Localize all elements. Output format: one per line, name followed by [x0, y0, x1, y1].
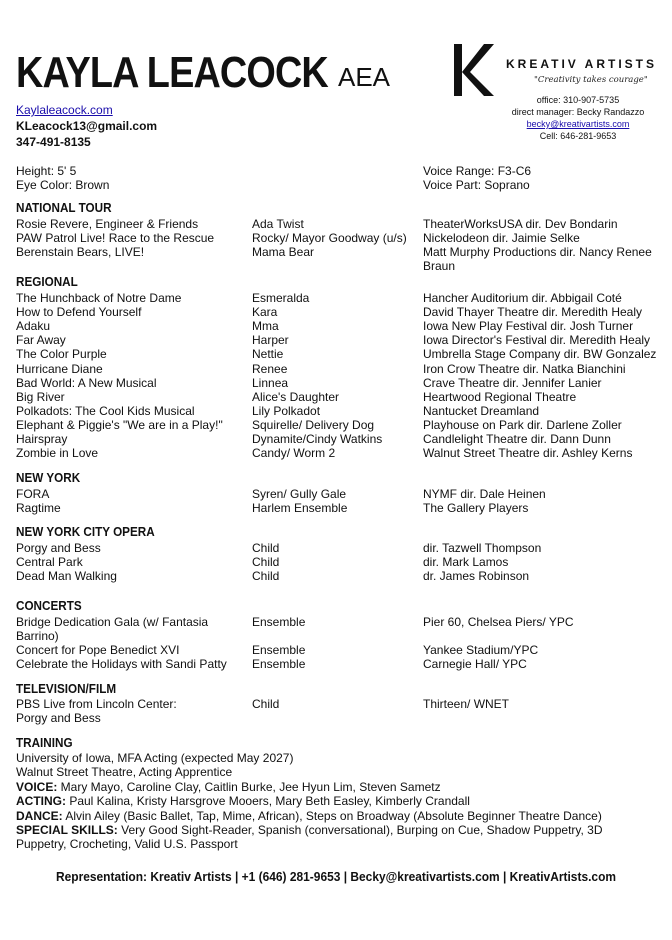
- agency-office: office: 310-907-5735: [536, 95, 620, 105]
- training-dance: DANCE: Alvin Ailey (Basic Ballet, Tap, Mime, African), Steps on Broadway (Absolute Beginner Theatre Dance): [16, 808, 602, 823]
- training-acting: ACTING: Paul Kalina, Kristy Harsgrove Mooers, Mary Beth Easley, Kimberly Crandall: [16, 794, 470, 809]
- credit-company: Yankee Stadium/YPC: [423, 643, 539, 658]
- agency-contact: [488, 94, 668, 142]
- credit-company: Umbrella Stage Company dir. BW Gonzalez: [423, 347, 657, 362]
- credit-role: Linnea: [252, 375, 289, 390]
- credit-row: [16, 487, 666, 501]
- heading-new-york: NEW YORK: [16, 470, 81, 485]
- credit-role: Mama Bear: [252, 245, 315, 260]
- name-text: KAYLA LEACOCK: [16, 48, 328, 97]
- credit-company: dir. Mark Lamos: [423, 555, 509, 570]
- credit-company: Hancher Auditorium dir. Abbigail Coté: [423, 291, 622, 305]
- credit-row: [16, 446, 666, 460]
- credit-row: [16, 629, 666, 643]
- heading-nyc-opera: NEW YORK CITY OPERA: [16, 524, 155, 539]
- credit-company: Nickelodeon dir. Jaimie Selke: [423, 231, 580, 246]
- credit-show: PAW Patrol Live! Race to the Rescue: [16, 231, 215, 246]
- credit-show: How to Defend Yourself: [16, 305, 142, 320]
- credit-show: Hurricane Diane: [16, 361, 103, 376]
- credit-row: [16, 643, 666, 657]
- stat-height: Height: 5' 5: [16, 164, 77, 178]
- heading-concerts: CONCERTS: [16, 598, 82, 613]
- credit-company: Candlelight Theatre dir. Dann Dunn: [423, 432, 611, 446]
- training-line: University of Iowa, MFA Acting (expected May 2027): [16, 751, 294, 765]
- credit-show: Concert for Pope Benedict XVI: [16, 643, 180, 658]
- credit-company: Iowa Director's Festival dir. Meredith Healy: [423, 333, 651, 348]
- training-voice: VOICE: Mary Mayo, Caroline Clay, Caitlin Burke, Jee Hyun Lim, Steven Sametz: [16, 779, 441, 794]
- credit-show: Zombie in Love: [16, 446, 99, 461]
- credit-role: Dynamite/Cindy Watkins: [252, 432, 383, 446]
- credit-company: dir. Tazwell Thompson: [423, 541, 542, 555]
- credit-role: Ada Twist: [252, 217, 304, 231]
- credit-role: Alice's Daughter: [252, 389, 339, 404]
- credit-show: FORA: [16, 487, 50, 501]
- credit-row: [16, 418, 666, 432]
- credit-show: Big River: [16, 389, 65, 404]
- credit-show: Central Park: [16, 555, 83, 570]
- credit-role: Nettie: [252, 347, 284, 362]
- credit-role: Ensemble: [252, 643, 306, 658]
- credit-company: Crave Theatre dir. Jennifer Lanier: [423, 375, 602, 390]
- credit-row: [16, 231, 666, 245]
- credit-role: Mma: [252, 319, 279, 334]
- representation-footer: Representation: Kreativ Artists | +1 (646) 281-9653 | Becky@kreativartists.com | KreativArtists.com: [55, 869, 617, 884]
- agency-block: [448, 40, 672, 140]
- credit-company: Matt Murphy Productions dir. Nancy Renee: [423, 245, 652, 260]
- credit-show: Berenstain Bears, LIVE!: [16, 245, 145, 260]
- credit-role: Kara: [252, 305, 278, 320]
- credit-company: Thirteen/ WNET: [423, 697, 510, 711]
- agency-cell: Cell: 646-281-9653: [539, 131, 617, 141]
- credit-company: Carnegie Hall/ YPC: [423, 657, 527, 672]
- credit-row: [16, 245, 666, 259]
- credit-company: The Gallery Players: [423, 501, 529, 516]
- training-block: [16, 751, 606, 852]
- credit-role: Ensemble: [252, 657, 306, 672]
- credit-show: Barrino): [16, 629, 59, 644]
- credit-company: David Thayer Theatre dir. Meredith Healy: [423, 305, 642, 320]
- credit-company: Pier 60, Chelsea Piers/ YPC: [423, 615, 574, 629]
- credit-row: [16, 259, 666, 273]
- performer-name: [16, 48, 391, 98]
- heading-training: TRAINING: [16, 735, 73, 750]
- credit-show: Elephant & Piggie's "We are in a Play!": [16, 417, 223, 432]
- heading-tv-film: TELEVISION/FILM: [16, 681, 117, 696]
- training-special-skills: SPECIAL SKILLS: Very Good Sight-Reader, Spanish (conversational), Burping on Cue, Shadow Puppetry, 3D Puppetry, Crocheting, Valid U.S. Passport: [16, 823, 603, 852]
- credit-company: Walnut Street Theatre dir. Ashley Kerns: [423, 446, 633, 461]
- credit-show: The Hunchback of Notre Dame: [16, 291, 182, 305]
- agency-name: KREATIV ARTISTS: [506, 57, 658, 71]
- training-line: Walnut Street Theatre, Acting Apprentice: [16, 765, 233, 780]
- credit-show: Hairspray: [16, 432, 68, 446]
- credit-role: Esmeralda: [252, 291, 310, 305]
- credit-show: Far Away: [16, 333, 66, 348]
- credit-company: Iron Crow Theatre dir. Natka Bianchini: [423, 361, 626, 376]
- credit-show: PBS Live from Lincoln Center:: [16, 697, 177, 711]
- contact-block: [16, 102, 157, 150]
- credit-role: Rocky/ Mayor Goodway (u/s): [252, 231, 407, 246]
- credit-show: The Color Purple: [16, 347, 107, 362]
- credit-company: dr. James Robinson: [423, 569, 530, 584]
- credit-role: Child: [252, 697, 280, 711]
- stat-voice-part: Voice Part: Soprano: [423, 178, 530, 192]
- credit-role: Harper: [252, 333, 289, 348]
- agency-tagline: "Creativity takes courage": [534, 75, 648, 85]
- credit-row: [16, 376, 666, 390]
- credit-row: [16, 432, 666, 446]
- credit-row: [16, 291, 666, 305]
- credit-company: NYMF dir. Dale Heinen: [423, 487, 546, 501]
- credit-row: [16, 711, 666, 725]
- credit-role: Renee: [252, 361, 288, 376]
- credit-role: Lily Polkadot: [252, 403, 321, 418]
- credit-show: Polkadots: The Cool Kids Musical: [16, 403, 195, 418]
- stats-row: [16, 164, 666, 178]
- credit-row: [16, 541, 666, 555]
- credit-show: Adaku: [16, 319, 51, 334]
- agency-email-link[interactable]: becky@kreativartists.com: [526, 119, 630, 129]
- credit-role: Squirelle/ Delivery Dog: [252, 417, 375, 432]
- credit-show: Rosie Revere, Engineer & Friends: [16, 217, 199, 231]
- website-link[interactable]: Kaylaleacock.com: [16, 103, 113, 117]
- credit-show: Porgy and Bess: [16, 711, 101, 726]
- credit-role: Ensemble: [252, 615, 306, 629]
- credit-row: [16, 347, 666, 361]
- credit-row: [16, 615, 666, 629]
- credit-row: [16, 305, 666, 319]
- credit-show: Dead Man Walking: [16, 569, 117, 584]
- heading-national-tour: NATIONAL TOUR: [16, 200, 112, 215]
- credit-company: Nantucket Dreamland: [423, 403, 540, 418]
- credit-row: [16, 697, 666, 711]
- stats-row: [16, 178, 666, 192]
- email-text: KLeacock13@gmail.com: [16, 119, 158, 133]
- credit-show: Bridge Dedication Gala (w/ Fantasia: [16, 615, 209, 629]
- credit-row: [16, 501, 666, 515]
- credit-show: Bad World: A New Musical: [16, 375, 157, 390]
- credit-company: Heartwood Regional Theatre: [423, 389, 577, 404]
- credit-row: [16, 390, 666, 404]
- credit-row: [16, 404, 666, 418]
- credit-role: Syren/ Gully Gale: [252, 487, 347, 501]
- phone-text: 347-491-8135: [16, 135, 91, 149]
- credit-role: Candy/ Worm 2: [252, 446, 336, 461]
- stat-eye-color: Eye Color: Brown: [16, 178, 110, 192]
- credit-row: [16, 555, 666, 569]
- credit-role: Child: [252, 555, 280, 570]
- credit-row: [16, 569, 666, 583]
- credit-show: Porgy and Bess: [16, 541, 101, 555]
- kreativ-logo-icon: [450, 42, 498, 98]
- credit-company: Iowa New Play Festival dir. Josh Turner: [423, 319, 634, 334]
- credit-role: Child: [252, 541, 280, 555]
- credit-row: [16, 362, 666, 376]
- credit-show: Celebrate the Holidays with Sandi Patty: [16, 657, 227, 672]
- union-label: AEA: [338, 62, 391, 92]
- credit-company: Playhouse on Park dir. Darlene Zoller: [423, 417, 622, 432]
- credit-row: [16, 657, 666, 671]
- agency-manager: direct manager: Becky Randazzo: [511, 107, 645, 117]
- credit-row: [16, 319, 666, 333]
- credit-company: TheaterWorksUSA dir. Dev Bondarin: [423, 217, 618, 231]
- credit-role: Child: [252, 569, 280, 584]
- stat-voice-range: Voice Range: F3-C6: [423, 164, 532, 178]
- credit-show: Ragtime: [16, 501, 61, 516]
- heading-regional: REGIONAL: [16, 274, 78, 289]
- credit-row: [16, 333, 666, 347]
- credit-role: Harlem Ensemble: [252, 501, 348, 516]
- credit-company: Braun: [423, 259, 456, 274]
- credit-row: [16, 217, 666, 231]
